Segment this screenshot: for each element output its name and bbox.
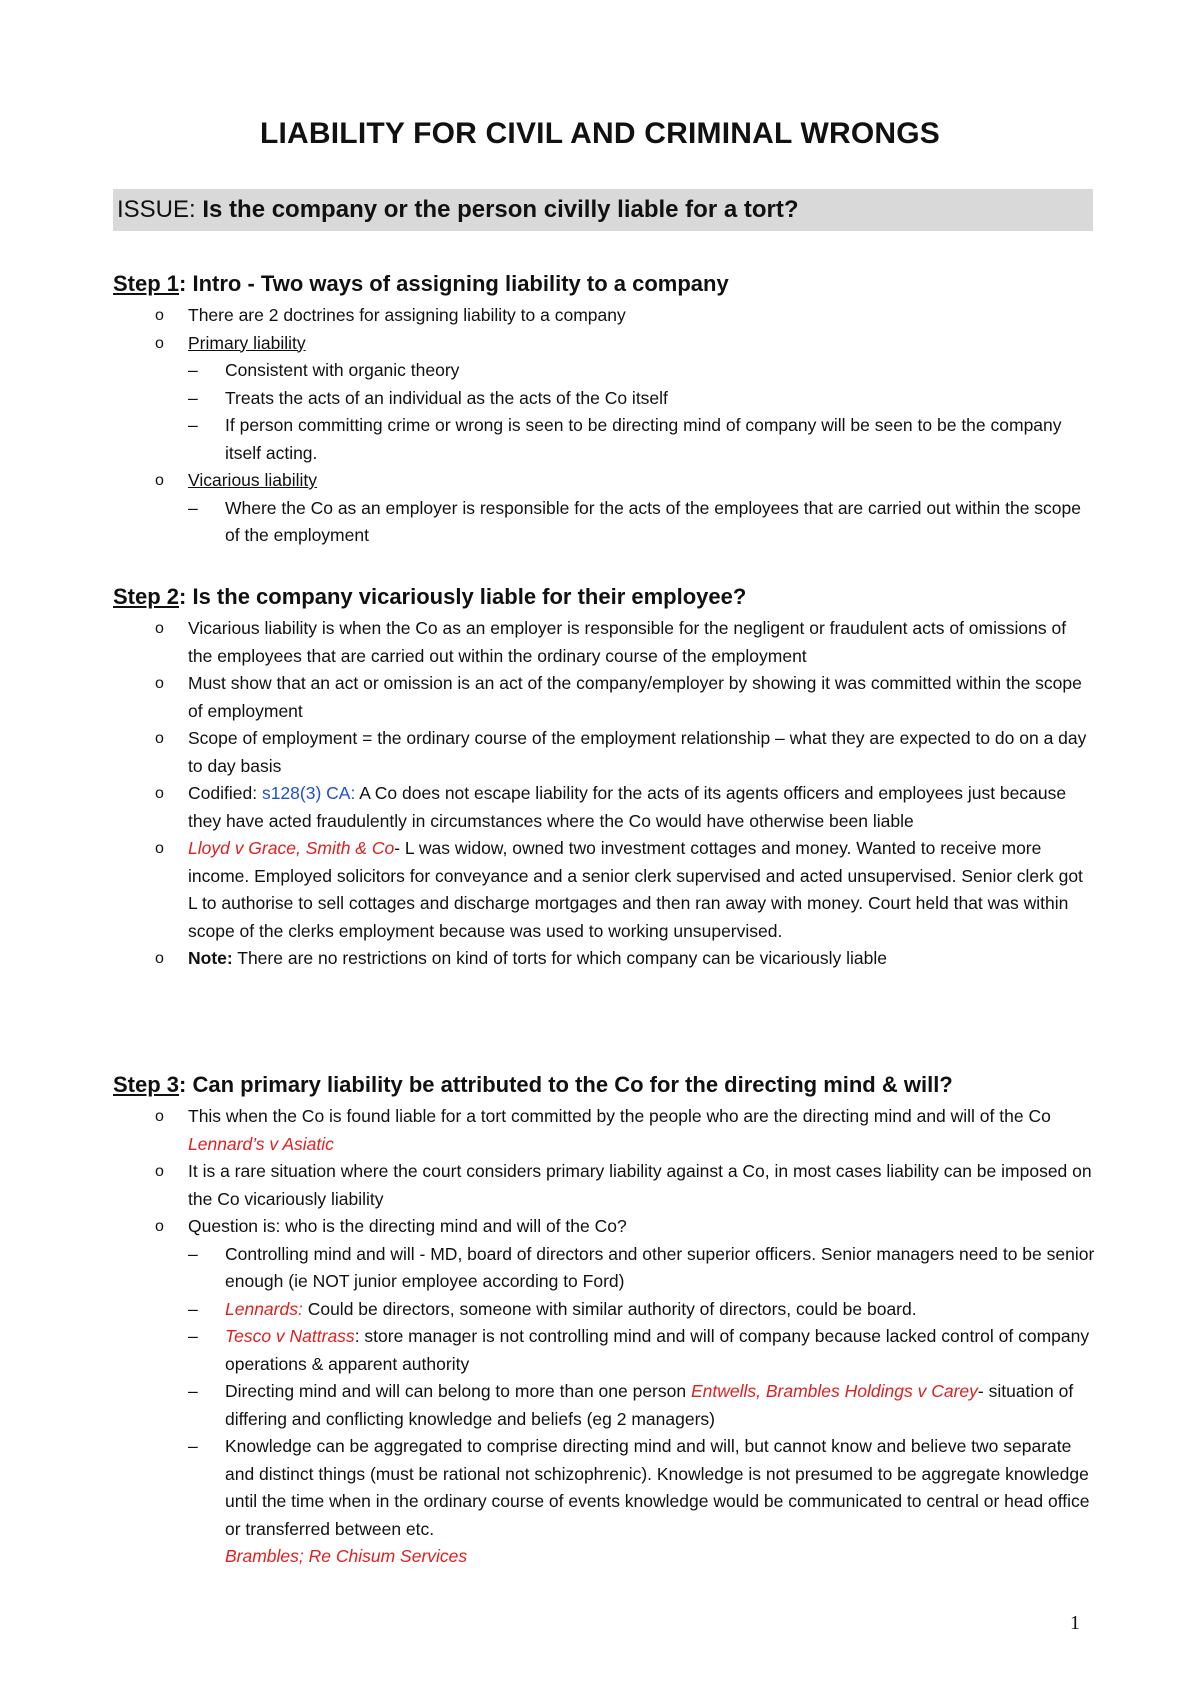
sub4-tail: - situation of differing and conflicting knowledge and beliefs (eg 2 managers)	[225, 1381, 1074, 1429]
codified-statute-ref: s128(3) CA:	[261, 783, 356, 803]
step1-label: Step 1	[113, 271, 180, 296]
step3-list	[0, 1103, 1200, 1571]
step2-label: Step 2	[113, 584, 180, 609]
sub-list-item	[0, 1378, 1200, 1433]
list-item	[0, 835, 1200, 945]
step1-list	[0, 302, 1200, 550]
issue-prefix: ISSUE:	[117, 196, 203, 223]
step2-title: : Is the company vicariously liable for their employee?	[179, 584, 747, 609]
case-lennards-asiatic: Lennard’s v Asiatic	[188, 1133, 334, 1154]
sub-list-item: – Controlling mind and will - MD, board of directors and other superior officers. Senior managers need to be senior enough (ie NOT junior employee according to Ford)	[0, 1241, 1200, 1296]
list-item: o There are 2 doctrines for assigning liability to a company	[0, 302, 1200, 330]
list-item	[0, 1103, 1200, 1158]
primary-liability-label: Primary liability	[188, 332, 306, 353]
sub4-text: Directing mind and will can belong to more than one person	[225, 1381, 691, 1401]
sub-list-item: – Where the Co as an employer is responsible for the acts of the employees that are carried out within the scope of the employment	[0, 495, 1200, 550]
step3-heading	[113, 1071, 953, 1099]
codified-text: A Co does not escape liability for the acts of its agents officers and employees just because they have acted fraudulently in circumstances where the Co would have otherwise been liable	[188, 783, 1067, 831]
page-number: 1	[1070, 1612, 1080, 1634]
codified-label: Codified:	[188, 783, 262, 803]
case-entwells-brambles: Entwells, Brambles Holdings v Carey	[690, 1381, 978, 1401]
sub-list-item	[0, 1433, 1200, 1571]
list-item: o Vicarious liability is when the Co as an employer is responsible for the negligent or fraudulent acts of omissions of the employees that are carried out within the ordinary course of the employment	[0, 615, 1200, 670]
step2-list	[0, 615, 1200, 973]
step3-label: Step 3	[113, 1072, 180, 1097]
case-lloyd: Lloyd v Grace, Smith & Co	[188, 838, 395, 858]
page-title: LIABILITY FOR CIVIL AND CRIMINAL WRONGS	[259, 117, 941, 150]
list-item	[0, 330, 1200, 358]
vicarious-liability-label: Vicarious liability	[188, 470, 318, 490]
sub-list-item: – If person committing crime or wrong is seen to be directing mind of company will be seen to be the company itself acting.	[0, 412, 1200, 467]
list-item: o Must show that an act or omission is an act of the company/employer by showing it was committed within the scope of employment	[0, 670, 1200, 725]
sub2-text: Could be directors, someone with similar authority of directors, could be board.	[302, 1298, 917, 1319]
case-lennards: Lennards:	[225, 1298, 303, 1319]
note-text: There are no restrictions on kind of torts for which company can be vicariously liable	[232, 948, 888, 968]
sub-list-item	[0, 1296, 1200, 1324]
case-tesco: Tesco v Nattrass	[225, 1326, 355, 1346]
step2-heading	[113, 583, 746, 611]
list-item	[0, 467, 1200, 495]
sub3-text: : store manager is not controlling mind and will of company because lacked control of company operations & apparent authority	[225, 1326, 1090, 1374]
list-item: o It is a rare situation where the court considers primary liability against a Co, in most cases liability can be imposed on the Co vicariously liability	[0, 1158, 1200, 1213]
step3-b1-text: This when the Co is found liable for a tort committed by the people who are the directing mind and will of the Co	[188, 1106, 1051, 1126]
note-label: Note:	[188, 948, 233, 968]
list-item	[0, 780, 1200, 835]
sub-list-item: – Treats the acts of an individual as the acts of the Co itself	[0, 385, 1200, 413]
sub-list-item	[0, 1323, 1200, 1378]
step3-title: : Can primary liability be attributed to the Co for the directing mind & will?	[179, 1072, 953, 1097]
list-item: o Question is: who is the directing mind and will of the Co?	[0, 1213, 1200, 1241]
step1-title: : Intro - Two ways of assigning liability to a company	[179, 271, 729, 296]
issue-text: Is the company or the person civilly liable for a tort?	[202, 196, 799, 223]
list-item	[0, 945, 1200, 973]
issue-heading	[113, 189, 1093, 231]
list-item: o Scope of employment = the ordinary course of the employment relationship – what they are expected to do on a day to day basis	[0, 725, 1200, 780]
sub-list-item: – Consistent with organic theory	[0, 357, 1200, 385]
sub5-text: Knowledge can be aggregated to comprise directing mind and will, but cannot know and believe two separate and distinct things (must be rational not schizophrenic). Knowledge is not presumed to be aggregate knowledge until the time when in the ordinary course of events knowledge would be communicated to central or head office or transferred between etc.	[225, 1436, 1090, 1539]
case-brambles-chisum: Brambles; Re Chisum Services	[225, 1546, 468, 1566]
lloyd-text: - L was widow, owned two investment cottages and money. Wanted to receive more income. Employed solicitors for conveyance and a senior clerk supervised and acted unsupervised. Senior clerk got L to authorise to sell cottages and discharge mortgages and then ran away with money. Court held that was within scope of the clerks employment because was used to working unsupervised.	[188, 838, 1083, 941]
step1-heading	[113, 270, 729, 298]
